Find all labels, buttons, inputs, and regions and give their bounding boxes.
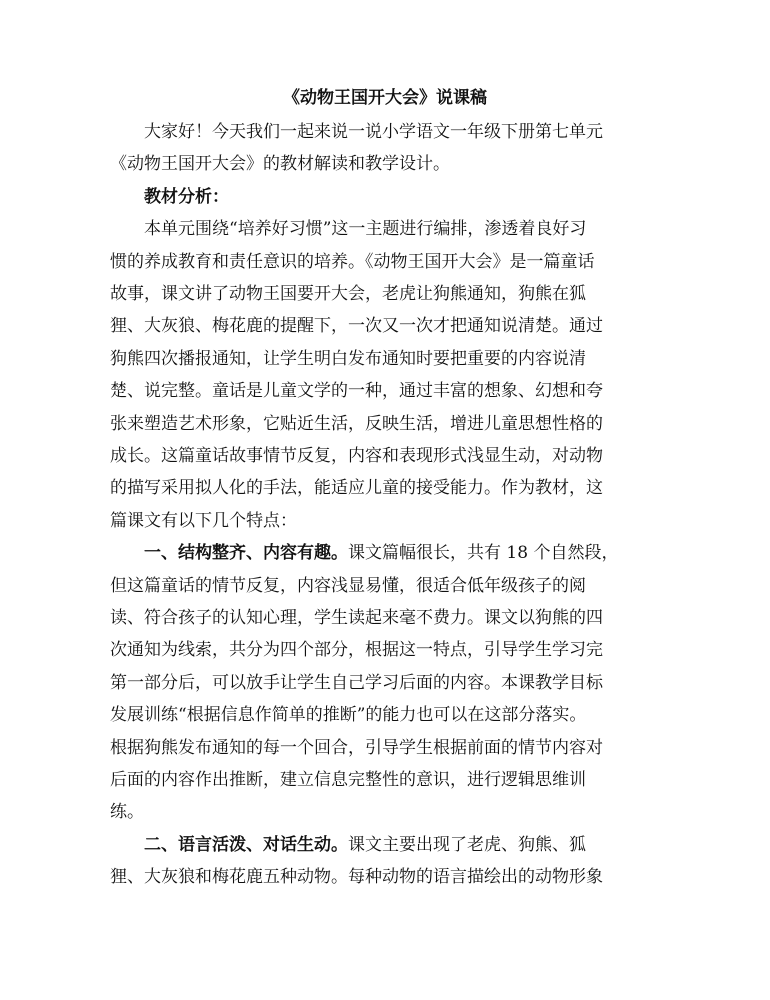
text-line xyxy=(110,476,603,500)
line-text: 发展训练“根据信息作简单的推断”的能力也可以在这部分落实。 xyxy=(110,705,587,726)
text-line xyxy=(110,671,603,695)
line-text: 第一部分后，可以放手让学生自己学习后面的内容。本课教学目标 xyxy=(110,672,603,693)
line-text: 《动物王国开大会》的教材解读和教学设计。 xyxy=(110,154,450,175)
text-line xyxy=(110,800,144,824)
line-text: 后面的内容作出推断，建立信息完整性的意识，进行逻辑思维训 xyxy=(110,770,586,790)
line-text: 故事，课文讲了动物王国要开大会，老虎让狗熊通知，狗熊在狐 xyxy=(110,284,586,304)
text-line xyxy=(144,217,586,241)
line-text: 练。 xyxy=(110,802,144,823)
line-text: 课文篇幅很长，共有 18 个自然段， xyxy=(348,543,619,564)
text-line xyxy=(110,509,297,533)
text-line xyxy=(144,185,229,209)
text-line xyxy=(110,736,603,760)
text-line xyxy=(110,314,603,338)
line-text: 读、符合孩子的认知心理，学生读起来毫不费力。课文以狗熊的四 xyxy=(110,608,603,628)
text-line xyxy=(110,606,603,630)
text-line xyxy=(110,152,450,176)
line-text: 张来塑造艺术形象，它贴近生活，反映生活，增进儿童思想性格的 xyxy=(110,413,603,434)
text-line xyxy=(110,412,603,436)
text-line xyxy=(110,703,586,727)
line-text: 楚、说完整。童话是儿童文学的一种，通过丰富的想象、幻想和夸 xyxy=(110,381,603,402)
text-line xyxy=(110,768,586,792)
text-line xyxy=(110,379,603,403)
line-text: 狸、大灰狼和梅花鹿五种动物。每种动物的语言描绘出的动物形象 xyxy=(110,867,603,888)
text-line xyxy=(110,865,603,889)
line-text: 惯的养成教育和责任意识的培养。《动物王国开大会》是一篇童话 xyxy=(110,251,595,272)
text-line xyxy=(110,250,595,274)
line-text: 本单元围绕“培养好习惯”这一主题进行编排，渗透着良好习 xyxy=(144,219,587,240)
text-line xyxy=(110,638,603,662)
line-text: 次通知为线索，共分为四个部分，根据这一特点，引导学生学习完 xyxy=(110,640,603,661)
line-text: 狗熊四次播报通知，让学生明白发布通知时要把重要的内容说清 xyxy=(110,348,586,369)
text-line xyxy=(110,282,586,306)
bold-heading: 一、结构整齐、内容有趣。 xyxy=(144,543,348,564)
line-text: 大家好！今天我们一起来说一说小学语文一年级下册第七单元 xyxy=(144,122,603,142)
text-line xyxy=(144,120,603,144)
text-line xyxy=(144,541,618,565)
text-line xyxy=(110,347,586,371)
line-text: 成长。这篇童话故事情节反复，内容和表现形式浅显生动，对动物 xyxy=(110,446,603,466)
text-line xyxy=(110,574,586,598)
bold-heading: 二、语言活泼、对话生动。 xyxy=(144,834,348,855)
line-text: 但这篇童话的情节反复，内容浅显易懂，很适合低年级孩子的阅 xyxy=(110,575,586,596)
line-text: 课文主要出现了老虎、狗熊、狐 xyxy=(348,834,586,855)
line-text: 的描写采用拟人化的手法，能适应儿童的接受能力。作为教材，这 xyxy=(110,478,603,499)
text-line xyxy=(144,833,586,857)
bold-heading: 教材分析： xyxy=(144,186,229,207)
text-line xyxy=(110,444,603,468)
line-text: 狸、大灰狼、梅花鹿的提醒下，一次又一次才把通知说清楚。通过 xyxy=(110,316,603,337)
line-text: 篇课文有以下几个特点： xyxy=(110,510,297,531)
line-text: 根据狗熊发布通知的每一个回合，引导学生根据前面的情节内容对 xyxy=(110,737,603,758)
document-title: 《动物王国开大会》说课稿 xyxy=(283,88,487,108)
